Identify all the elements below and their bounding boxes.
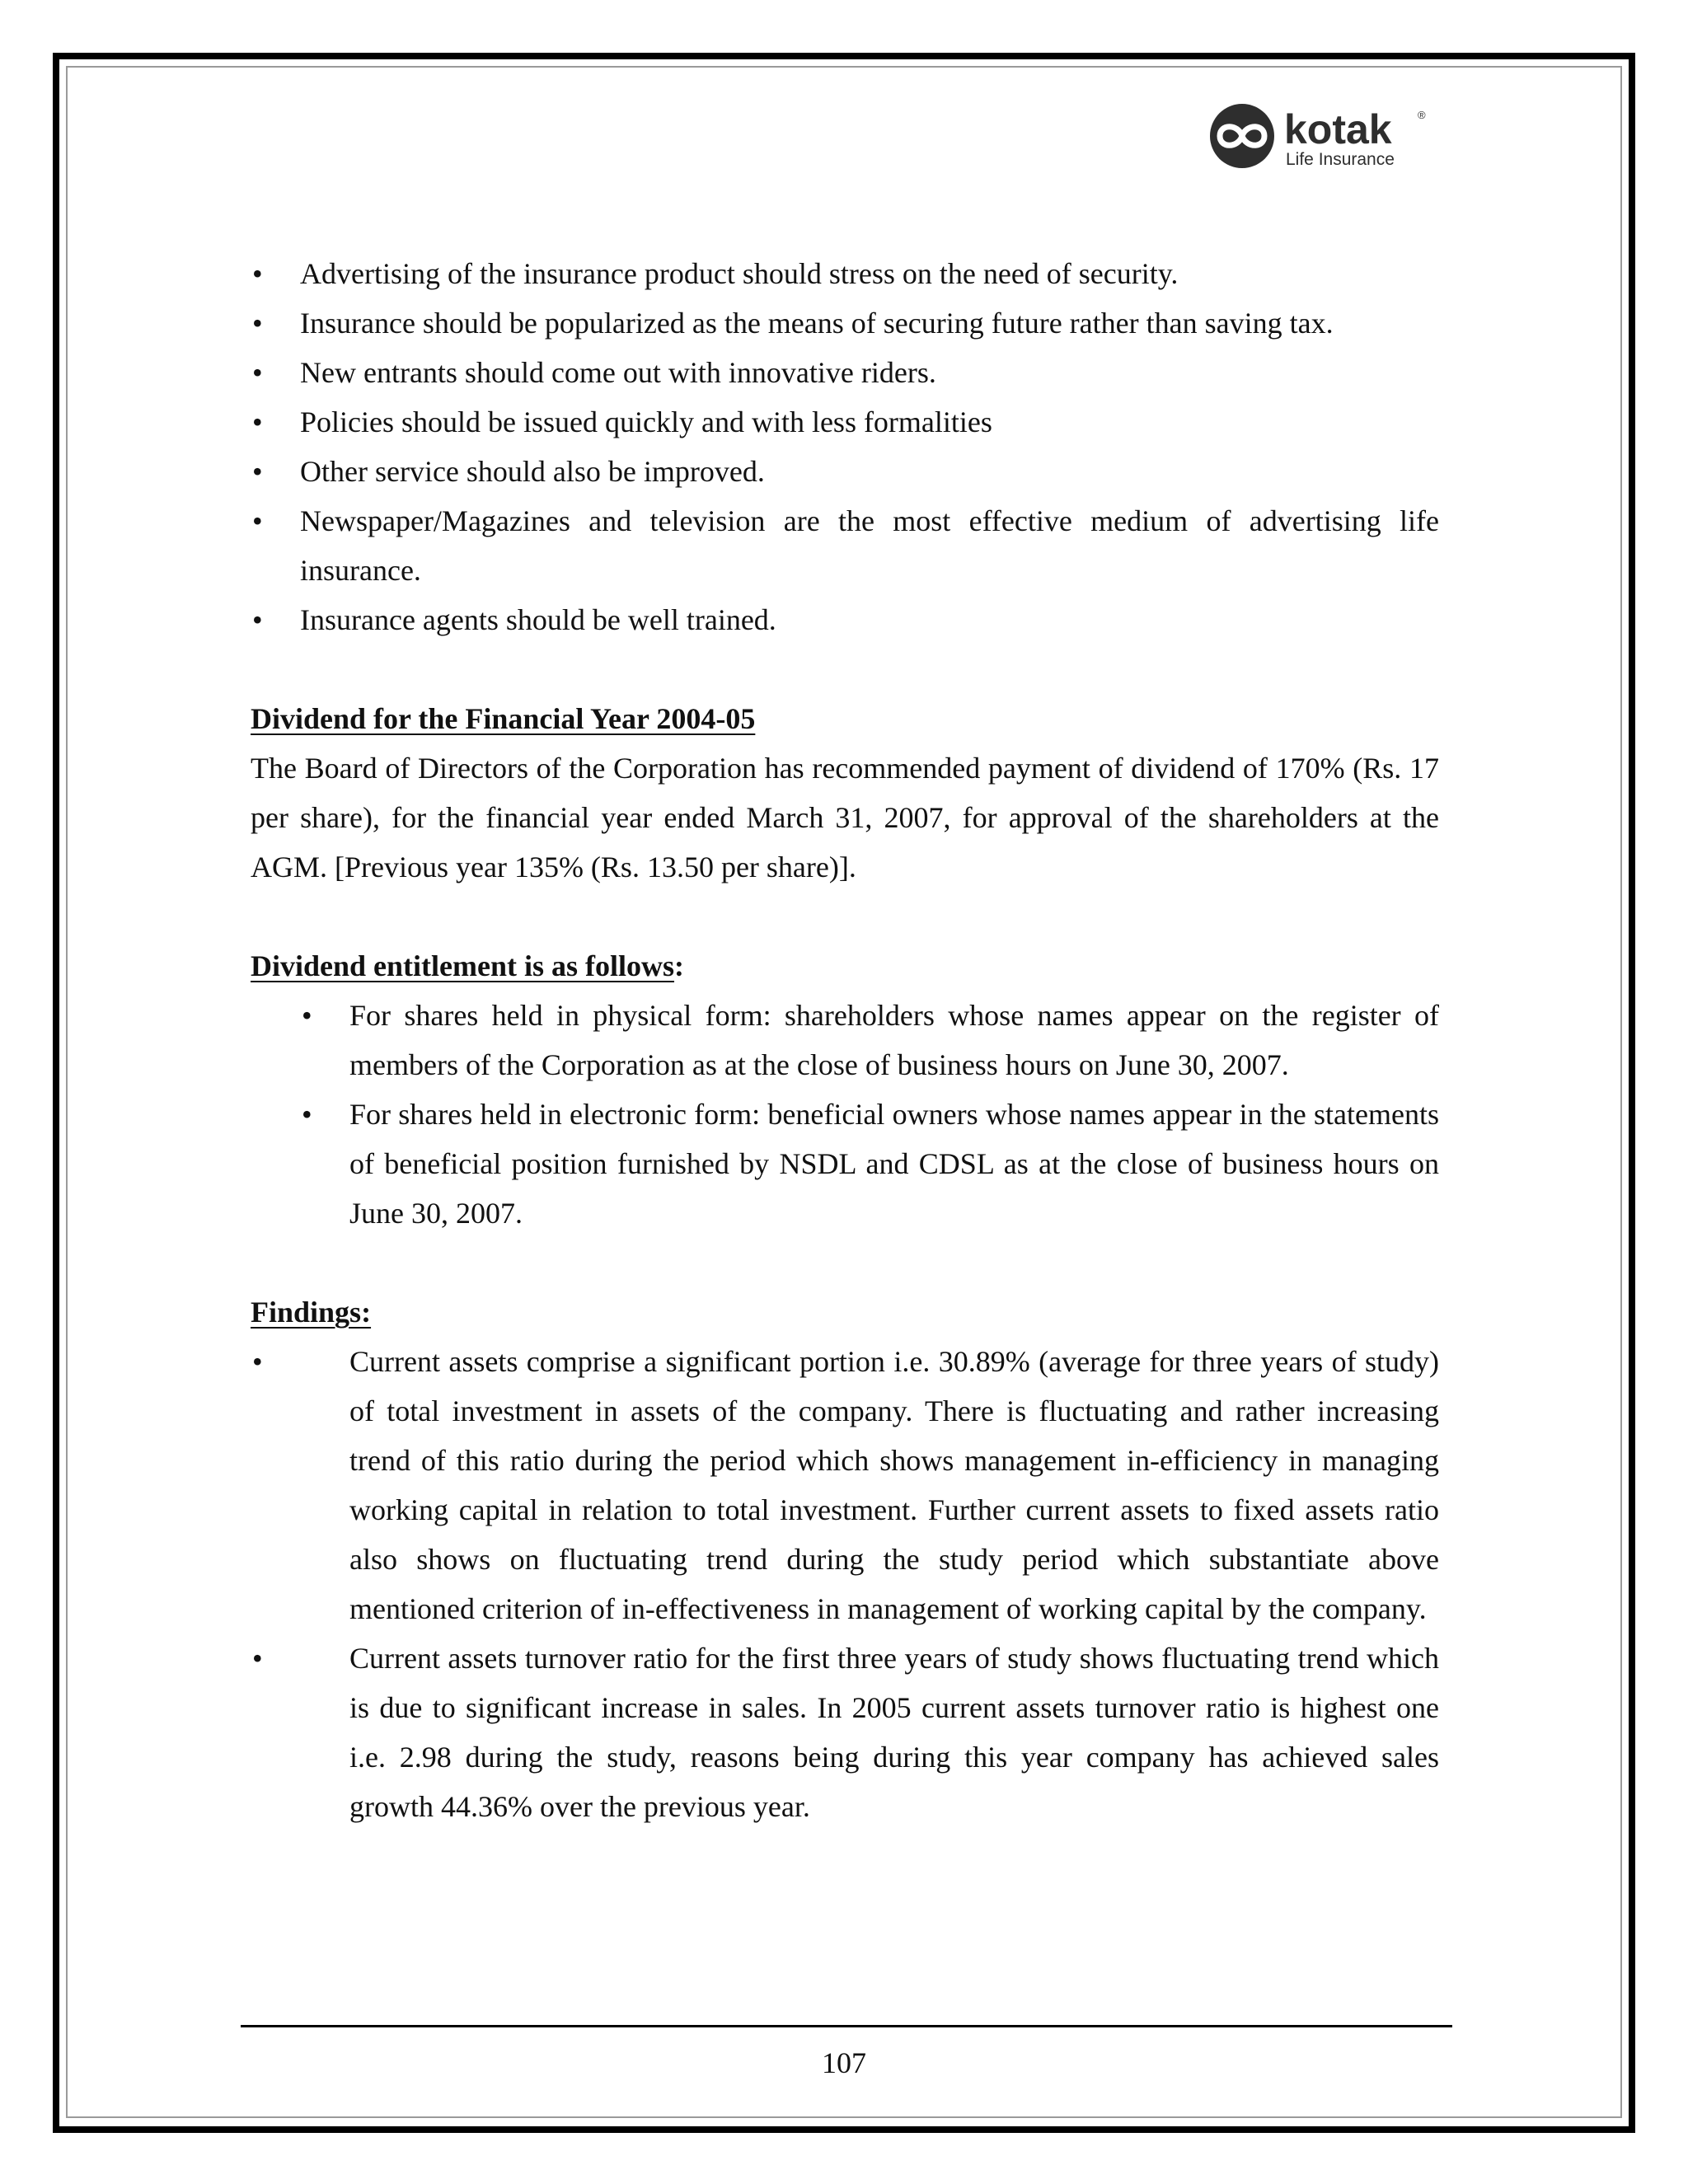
bullet-icon: • [252, 1642, 263, 1675]
list-item [251, 1337, 1439, 1633]
list-item-text: Insurance agents should be well trained. [300, 603, 776, 636]
entitlement-heading-colon: : [674, 949, 685, 982]
list-item [251, 298, 1439, 348]
kotak-logo [1208, 101, 1447, 171]
list-item [251, 397, 1439, 447]
list-item [251, 249, 1439, 298]
list-item-text: Newspaper/Magazines and television are the most effective medium of advertising life insurance. [300, 504, 1439, 587]
bullet-icon: • [252, 405, 263, 438]
list-item-text: Advertising of the insurance product should stress on the need of security. [300, 257, 1179, 290]
bullet-icon: • [252, 603, 263, 636]
findings-list [251, 1337, 1439, 1831]
list-item-text: Policies should be issued quickly and with less formalities [300, 405, 992, 438]
bullet-icon: • [302, 1098, 312, 1131]
findings-heading: Findings: [251, 1296, 372, 1329]
list-item-text: Insurance should be popularized as the means of securing future rather than saving tax. [300, 307, 1334, 340]
list-item-text: For shares held in electronic form: beneficial owners whose names appear in the statements of beneficial position furnished by NSDL and CDSL as at the close of business hours on June 30, 2007. [349, 1098, 1439, 1230]
logo-tagline-text: Life Insurance [1286, 150, 1395, 169]
bullet-icon: • [252, 455, 263, 488]
list-item [251, 447, 1439, 496]
dividend-paragraph: The Board of Directors of the Corporation has recommended payment of dividend of 170% (Rs. 17 per share), for the financial year ended March 31, 2007, for approval of the shareholders at the AGM. [Previous year 135% (Rs. 13.50 per share)]. [251, 752, 1439, 883]
bullet-icon: • [252, 356, 263, 389]
entitlement-heading [251, 941, 1439, 991]
dividend-heading: Dividend for the Financial Year 2004-05 [251, 702, 756, 735]
list-item [251, 348, 1439, 397]
bullet-icon: • [252, 504, 263, 537]
logo-registered-mark: ® [1418, 109, 1426, 121]
entitlement-heading-text: Dividend entitlement is as follows [251, 949, 675, 982]
bullet-icon: • [252, 307, 263, 340]
kotak-logo-icon [1208, 101, 1447, 171]
recommendations-list [251, 249, 1439, 644]
footer-divider [241, 2025, 1452, 2027]
list-item-text: New entrants should come out with innovative riders. [300, 356, 936, 389]
logo-brand-text: kotak [1284, 106, 1392, 152]
list-item [251, 991, 1439, 1090]
bullet-icon: • [252, 257, 263, 290]
list-item-text: Other service should also be improved. [300, 455, 765, 488]
list-item [251, 595, 1439, 644]
page-content [251, 249, 1439, 1831]
list-item-text: For shares held in physical form: shareholders whose names appear on the register of members of the Corporation as at the close of business hours on June 30, 2007. [349, 999, 1439, 1081]
list-item [251, 496, 1439, 595]
entitlement-list [251, 991, 1439, 1238]
page-number: 107 [822, 2046, 866, 2079]
list-item-text: Current assets comprise a significant portion i.e. 30.89% (average for three years of study) of total investment in assets of the company. There is fluctuating and rather increasing trend of this ratio during the period which shows management in-efficiency in managing working capital in relation to total investment. Further current assets to fixed assets ratio also shows on fluctuating trend during the study period which substantiate above mentioned criterion of in-effectiveness in management of working capital by the company. [349, 1345, 1439, 1625]
list-item [251, 1633, 1439, 1831]
list-item-text: Current assets turnover ratio for the first three years of study shows fluctuating trend which is due to significant increase in sales. In 2005 current assets turnover ratio is highest one i.e. 2.98 during the study, reasons being during this year company has achieved sales growth 44.36% over the previous year. [349, 1642, 1439, 1823]
bullet-icon: • [252, 1345, 263, 1378]
bullet-icon: • [302, 999, 312, 1032]
list-item [251, 1090, 1439, 1238]
